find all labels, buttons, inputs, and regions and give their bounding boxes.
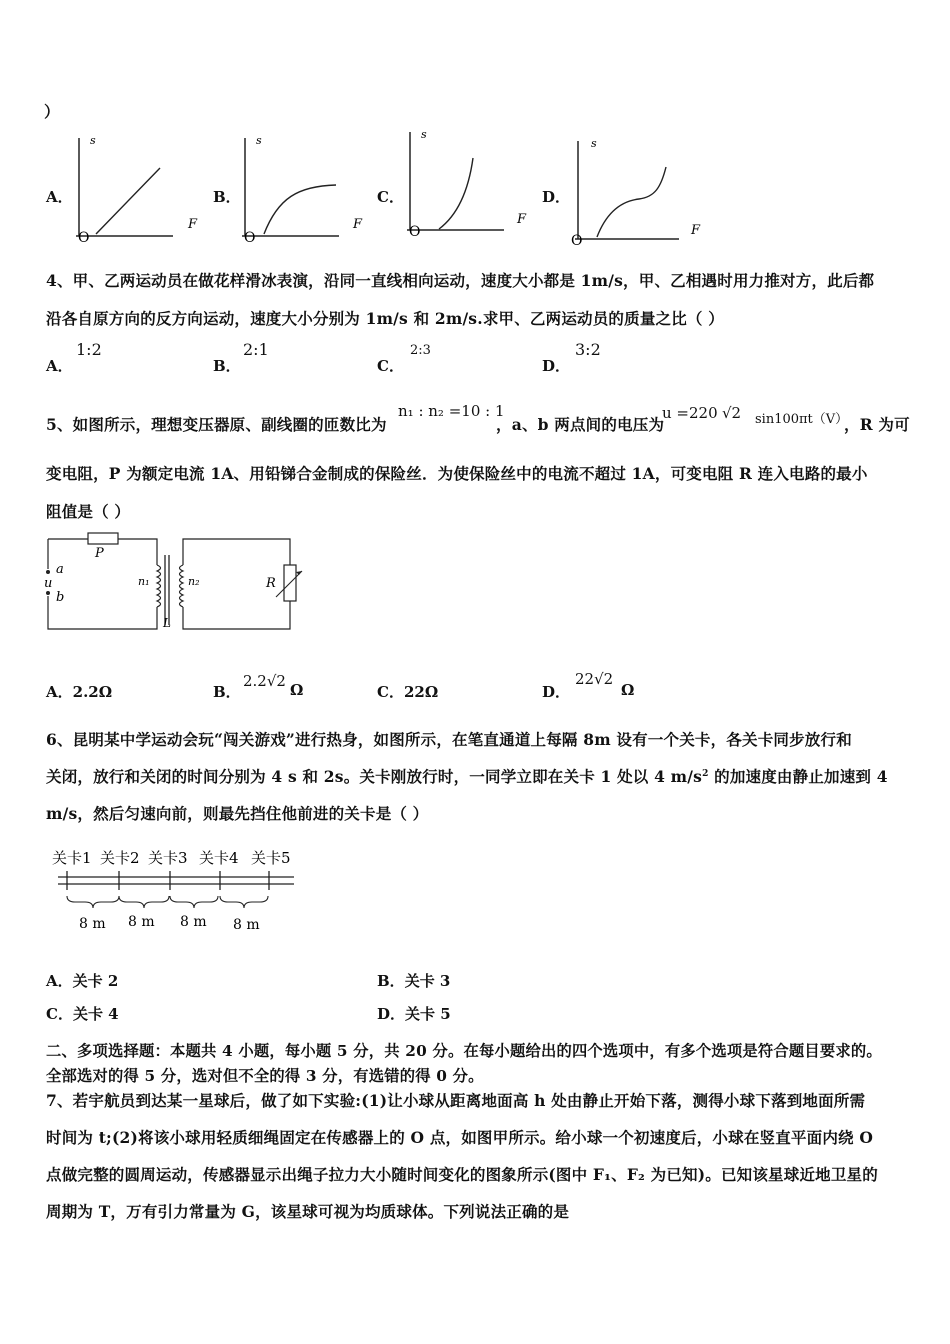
q3-graph-a <box>68 128 198 248</box>
q4-option-c-label[interactable]: C． <box>377 357 404 375</box>
q6-option-d[interactable] <box>377 1003 451 1024</box>
q3-graph-d-origin: O <box>571 233 583 249</box>
q6-text-line2b: 的加速度由静止加速到 4 <box>708 767 888 786</box>
q6-text-line1: 6、昆明某中学运动会玩“闯关游戏”进行热身，如图所示，在笔直通道上每隔 8m 设有一个关卡，各关卡同步放行和 <box>46 730 852 749</box>
q5-text-line3: 阻值是（ ） <box>46 502 131 521</box>
q3-graph-d-curve <box>597 167 666 237</box>
q4-text-line2: 沿各自原方向的反方向运动，速度大小分别为 1m/s 和 2m/s.求甲、乙两运动员的质量之比（ ） <box>46 309 724 328</box>
q3-graph-b-x-axis: F <box>353 217 363 232</box>
q6-option-c-label: C． <box>46 1005 73 1023</box>
primary-coil <box>157 565 161 607</box>
secondary-coil <box>180 565 184 607</box>
q4-option-d-value: 3:2 <box>575 340 601 359</box>
q6-option-c-value: 关卡 4 <box>72 1005 119 1023</box>
q5-text-line1c: ，R 为可 <box>844 415 910 434</box>
q6-option-d-label: D． <box>377 1005 406 1023</box>
q6-option-a-value: 关卡 2 <box>72 972 119 990</box>
q3-graph-c-origin: O <box>409 224 421 240</box>
section2-header-line1: 二、多项选择题：本题共 4 小题，每小题 5 分，共 20 分。在每小题给出的四个选项中，有多个选项是符合题目要求的。 <box>46 1042 882 1060</box>
gate-label-3: 关卡3 <box>148 849 188 867</box>
q5-transformer-circuit <box>40 525 305 640</box>
label-u: u <box>44 576 53 591</box>
q3-graph-b-origin: O <box>244 230 256 246</box>
q6-option-c[interactable] <box>46 1003 119 1024</box>
q3-graph-a-y-axis: s <box>90 134 96 147</box>
q6-option-b-value: 关卡 3 <box>404 972 451 990</box>
q5-option-d-value: 22√2 <box>575 670 614 688</box>
q5-option-c[interactable] <box>377 681 438 702</box>
label-p: P <box>95 546 104 561</box>
spacing-label-3: 8 m <box>180 914 207 930</box>
q4-option-a-label[interactable]: A． <box>46 357 73 375</box>
label-r: R <box>266 576 276 591</box>
label-n2: n₂ <box>188 575 200 588</box>
q4-option-a-value: 1:2 <box>76 340 102 359</box>
q6-text-line2 <box>46 765 888 787</box>
spacing-label-1: 8 m <box>79 916 106 932</box>
q6-option-a[interactable] <box>46 970 118 991</box>
q6-text-line2-sup: 2 <box>702 768 709 779</box>
q5-voltage-sin: sin100πt（V） <box>755 412 849 427</box>
q6-option-d-value: 关卡 5 <box>405 1005 451 1023</box>
q5-text-line1a: 5、如图所示，理想变压器原、副线圈的匝数比为 <box>46 415 387 434</box>
q3-graph-b <box>234 128 364 248</box>
q3-graph-a-origin: O <box>78 230 90 246</box>
q3-paren-close: ） <box>44 102 60 121</box>
q3-graph-d-x-axis: F <box>691 223 701 238</box>
q5-option-c-value: 22Ω <box>403 683 439 701</box>
q4-option-d-label[interactable]: D． <box>542 357 571 375</box>
q3-graph-b-y-axis: s <box>256 134 262 147</box>
gate-label-1: 关卡1 <box>52 849 92 867</box>
q5-option-b-label[interactable]: B． <box>213 683 241 701</box>
q4-text-line1: 4、甲、乙两运动员在做花样滑冰表演，沿同一直线相向运动，速度大小都是 1m/s，甲、乙相遇时用力推对方，此后都 <box>46 271 875 290</box>
q3-graph-d <box>567 131 707 251</box>
gate-label-5: 关卡5 <box>251 849 291 867</box>
q3-graph-b-curve <box>264 185 336 234</box>
q6-gate-diagram <box>48 844 303 936</box>
q6-text-line3: m/s，然后匀速向前，则最先挡住他前进的关卡是（ ） <box>46 804 429 823</box>
q4-option-c-value: 2:3 <box>410 343 431 358</box>
spacing-label-2: 8 m <box>128 914 155 930</box>
q5-text-line1b: ，a、b 两点间的电压为 <box>496 415 665 434</box>
q3-graph-c-y-axis: s <box>421 128 427 141</box>
q6-option-a-label: A． <box>46 972 73 990</box>
label-n1: n₁ <box>138 575 150 588</box>
q5-text-line2: 变电阻，P 为额定电流 1A、用铅锑合金制成的保险丝．为使保险丝中的电流不超过 1A，可变电阻 R 连入电路的最小 <box>46 464 868 483</box>
q6-option-b[interactable] <box>377 970 450 991</box>
section2-header-line2: 全部选对的得 5 分，选对但不全的得 3 分，有选错的得 0 分。 <box>46 1067 484 1085</box>
q7-text-line1: 7、若宇航员到达某一星球后，做了如下实验:(1)让小球从距离地面高 h 处由静止开始下落，测得小球下落到地面所需 <box>46 1091 866 1110</box>
gate-label-4: 关卡4 <box>199 849 239 867</box>
label-a: a <box>56 562 64 577</box>
q3-option-c-label[interactable]: C． <box>377 188 404 206</box>
q3-graph-a-curve <box>96 168 160 234</box>
q3-option-b-label[interactable]: B． <box>213 188 241 206</box>
q5-option-a-value: 2.2Ω <box>72 683 113 701</box>
label-b: b <box>56 590 65 605</box>
q3-graph-a-x-axis: F <box>188 217 198 232</box>
q3-graph-c-x-axis: F <box>517 212 527 227</box>
q5-voltage-u: u =220 <box>662 404 718 422</box>
q4-option-b-label[interactable]: B． <box>213 357 241 375</box>
label-l: L <box>163 616 171 630</box>
q7-text-line3: 点做完整的圆周运动，传感器显示出绳子拉力大小随时间变化的图象所示(图中 F₁、F₂ 为已知)。已知该星球近地卫星的 <box>46 1165 878 1184</box>
fuse-p <box>88 533 118 544</box>
q5-option-d-unit: Ω <box>621 681 635 699</box>
q5-option-b-value: 2.2√2 <box>243 672 286 690</box>
q7-text-line4: 周期为 T，万有引力常量为 G，该星球可视为均质球体。下列说法正确的是 <box>46 1202 570 1221</box>
q5-option-c-label: C． <box>377 683 404 701</box>
q5-voltage-sqrt: √2 <box>722 404 742 422</box>
q7-text-line2: 时间为 t;(2)将该小球用轻质细绳固定在传感器上的 O 点，如图甲所示。给小球一个初速度后，小球在竖直平面内绕 O <box>46 1128 874 1147</box>
gate-label-2: 关卡2 <box>100 849 140 867</box>
q6-text-line2a: 关闭，放行和关闭的时间分别为 4 s 和 2s。关卡刚放行时，一同学立即在关卡 1 处以 4 m/s <box>46 767 703 786</box>
spacing-label-4: 8 m <box>233 917 260 933</box>
q5-option-a-label: A． <box>46 683 73 701</box>
q3-graph-c <box>399 122 529 242</box>
q3-option-d-label[interactable]: D． <box>542 188 571 206</box>
q4-option-b-value: 2:1 <box>243 340 269 359</box>
q6-option-b-label: B． <box>377 972 405 990</box>
q3-graph-d-y-axis: s <box>591 137 597 150</box>
q5-turns-ratio: n₁ : n₂ =10 : 1 <box>398 402 505 420</box>
q5-option-a[interactable] <box>46 681 112 702</box>
q3-option-a-label[interactable]: A． <box>46 188 73 206</box>
q3-graph-c-curve <box>439 158 473 229</box>
q5-option-b-unit: Ω <box>290 681 304 699</box>
q5-option-d-label[interactable]: D． <box>542 683 571 701</box>
